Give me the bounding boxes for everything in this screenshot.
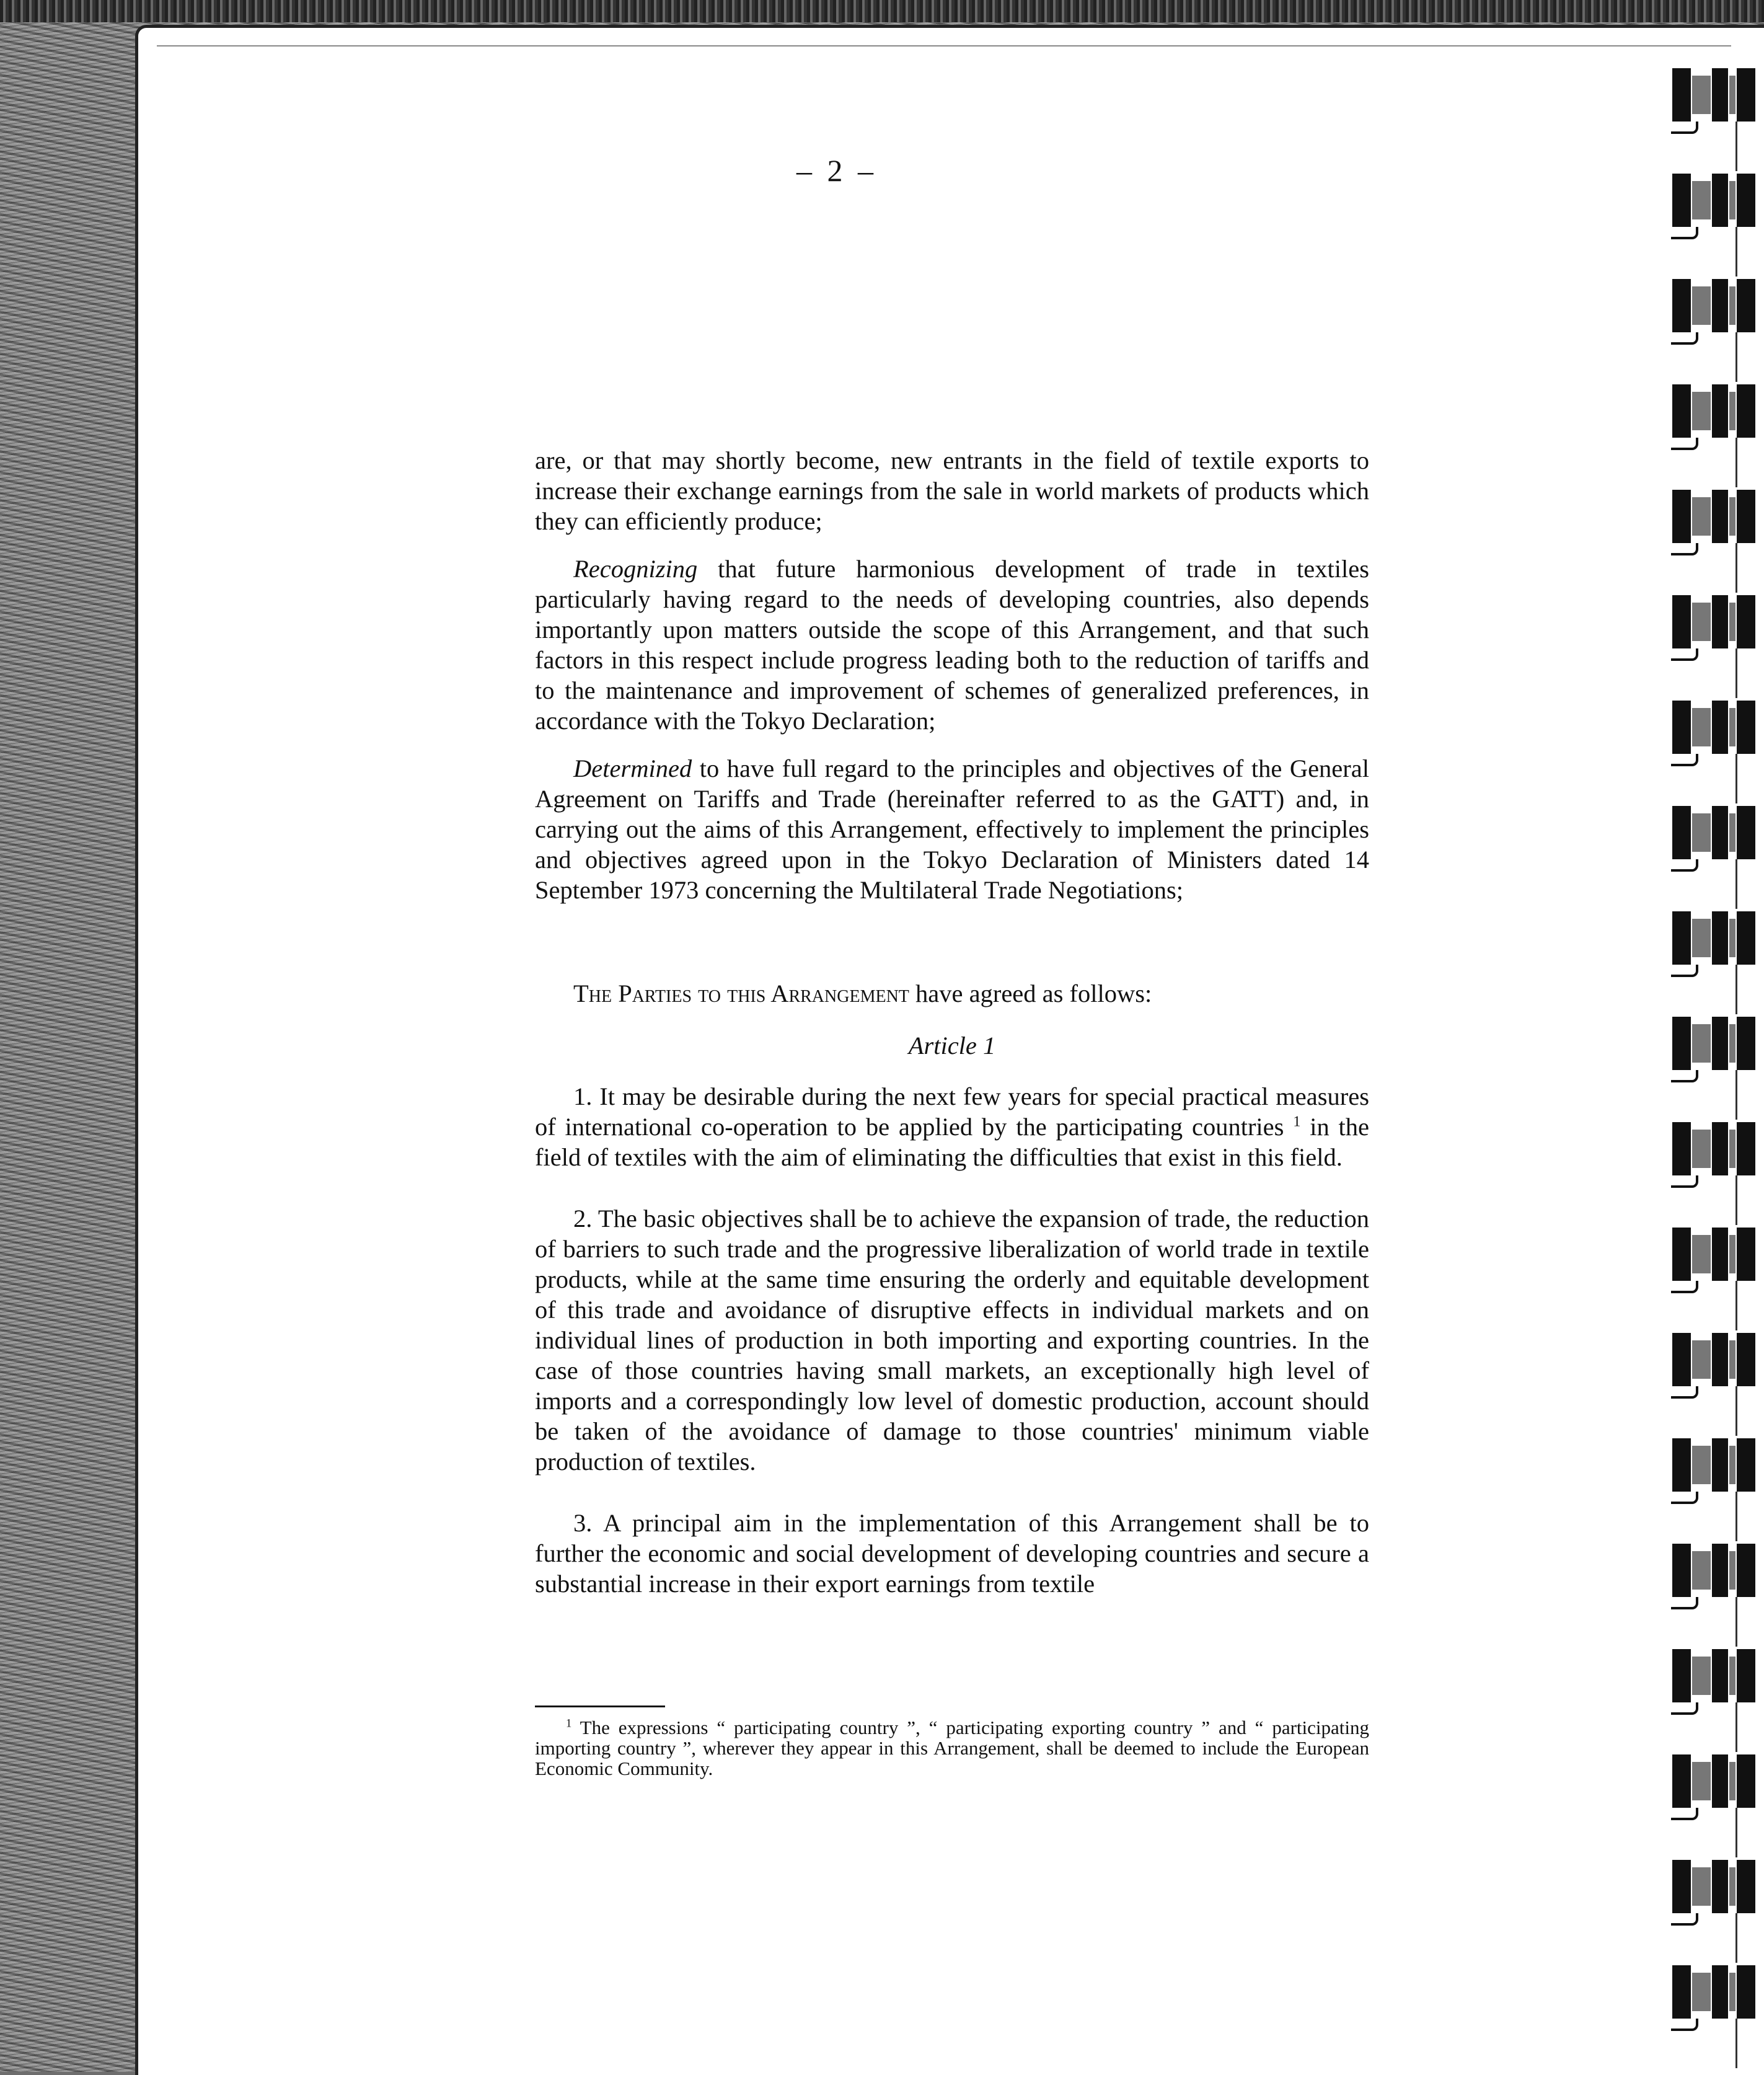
footnote	[535, 1717, 1369, 1779]
binding-coil	[1667, 1965, 1764, 2037]
recognizing-lead: Recognizing	[573, 555, 698, 583]
parties-agreement-line	[535, 978, 1369, 1009]
determined-lead: Determined	[573, 754, 692, 782]
body-text	[535, 445, 1369, 1599]
article-1-paragraph-2: 2. The basic objectives shall be to achieve the expansion of trade, the reduction of barriers to such trade and the progressive liberalization of world trade in textile products, while at the same time ensuring the orderly and equitable development of this trade and avoidance of disruptive effects in individual markets and on individual lines of production in both importing and exporting countries. In the case of those countries having small markets, an exceptionally high level of imports and a correspondingly low level of domestic production, account should be taken of the avoidance of damage to those countries' minimum viable production of textiles.	[535, 1205, 1369, 1476]
parties-text: have agreed as follows:	[909, 980, 1152, 1007]
recognizing-text: that future harmonious development of trade in textiles particularly having regard to the needs of developing countries, also depends importantly upon matters outside the scope of this Arrangement, and that such factors in this respect include progress leading both to the reduction of tariffs and to the maintenance and improvement of schemes of generalized preferences, in accordance with the Tokyo Declaration;	[535, 555, 1369, 735]
binding-coil	[1667, 490, 1764, 562]
page-number: – 2 –	[796, 153, 877, 188]
page-top-rule	[157, 45, 1731, 46]
binding-coil	[1667, 68, 1764, 140]
binding-coil	[1667, 1017, 1764, 1089]
article-heading	[535, 1030, 1369, 1061]
determined-text: to have full regard to the principles and objectives of the General Agreement on Tariffs and Trade (hereinafter referred to as the GATT) and, in carrying out the aims of this Arrangement, effectively to implement the principles and objectives agreed upon in the Tokyo Declaration of Ministers dated 14 September 1973 concerning the Multilateral Trade Negotiations;	[535, 754, 1369, 904]
article-1-paragraph-1	[535, 1081, 1369, 1172]
binding-coil	[1667, 1544, 1764, 1616]
binding-coil	[1667, 1228, 1764, 1299]
footnote-reference: 1	[1293, 1113, 1301, 1130]
binding-coil	[1667, 1649, 1764, 1721]
binding-coil	[1667, 174, 1764, 246]
binding-coil	[1667, 1438, 1764, 1510]
scan-top-edge	[0, 0, 1764, 22]
binding-coil	[1667, 384, 1764, 456]
binding-coil	[1667, 701, 1764, 772]
footnote-text: The expressions “ participating country ”, “ participating exporting country ” and “ participating importing country ”, wherever they appear in this Arrangement, shall be deemed to include the European Economic Community.	[535, 1717, 1369, 1779]
article-1-paragraph-3: 3. A principal aim in the implementation of this Arrangement shall be to further the economic and social development of developing countries and secure a substantial increase in their export earnings from textile	[535, 1509, 1369, 1598]
binding-coil	[1667, 806, 1764, 878]
a1-p1-text-a: 1. It may be desirable during the next few years for special practical measures of international co-operation to be applied by the participating countries	[535, 1082, 1369, 1141]
binding-coil	[1667, 911, 1764, 983]
paragraph-continuation: are, or that may shortly become, new entrants in the field of textile exports to increase their exchange earnings from the sale in world markets of products which they can efficiently produce;	[535, 446, 1369, 535]
a1-p1-text-b: in the field of textiles with the aim of eliminating the difficulties that exist in this field.	[535, 1113, 1369, 1171]
parties-lead: The Parties to this Arrangement	[573, 980, 909, 1007]
spiral-binding	[1667, 68, 1764, 2071]
paragraph-recognizing	[535, 554, 1369, 736]
article-heading-text: Article 1	[908, 1032, 996, 1060]
footnote-marker: 1	[566, 1717, 572, 1730]
footnote-separator	[535, 1706, 665, 1707]
binding-coil	[1667, 279, 1764, 351]
paragraph-determined	[535, 753, 1369, 905]
binding-coil	[1667, 1860, 1764, 1932]
binding-coil	[1667, 1333, 1764, 1405]
binding-coil	[1667, 595, 1764, 667]
binding-coil	[1667, 1754, 1764, 1826]
binding-coil	[1667, 1122, 1764, 1194]
